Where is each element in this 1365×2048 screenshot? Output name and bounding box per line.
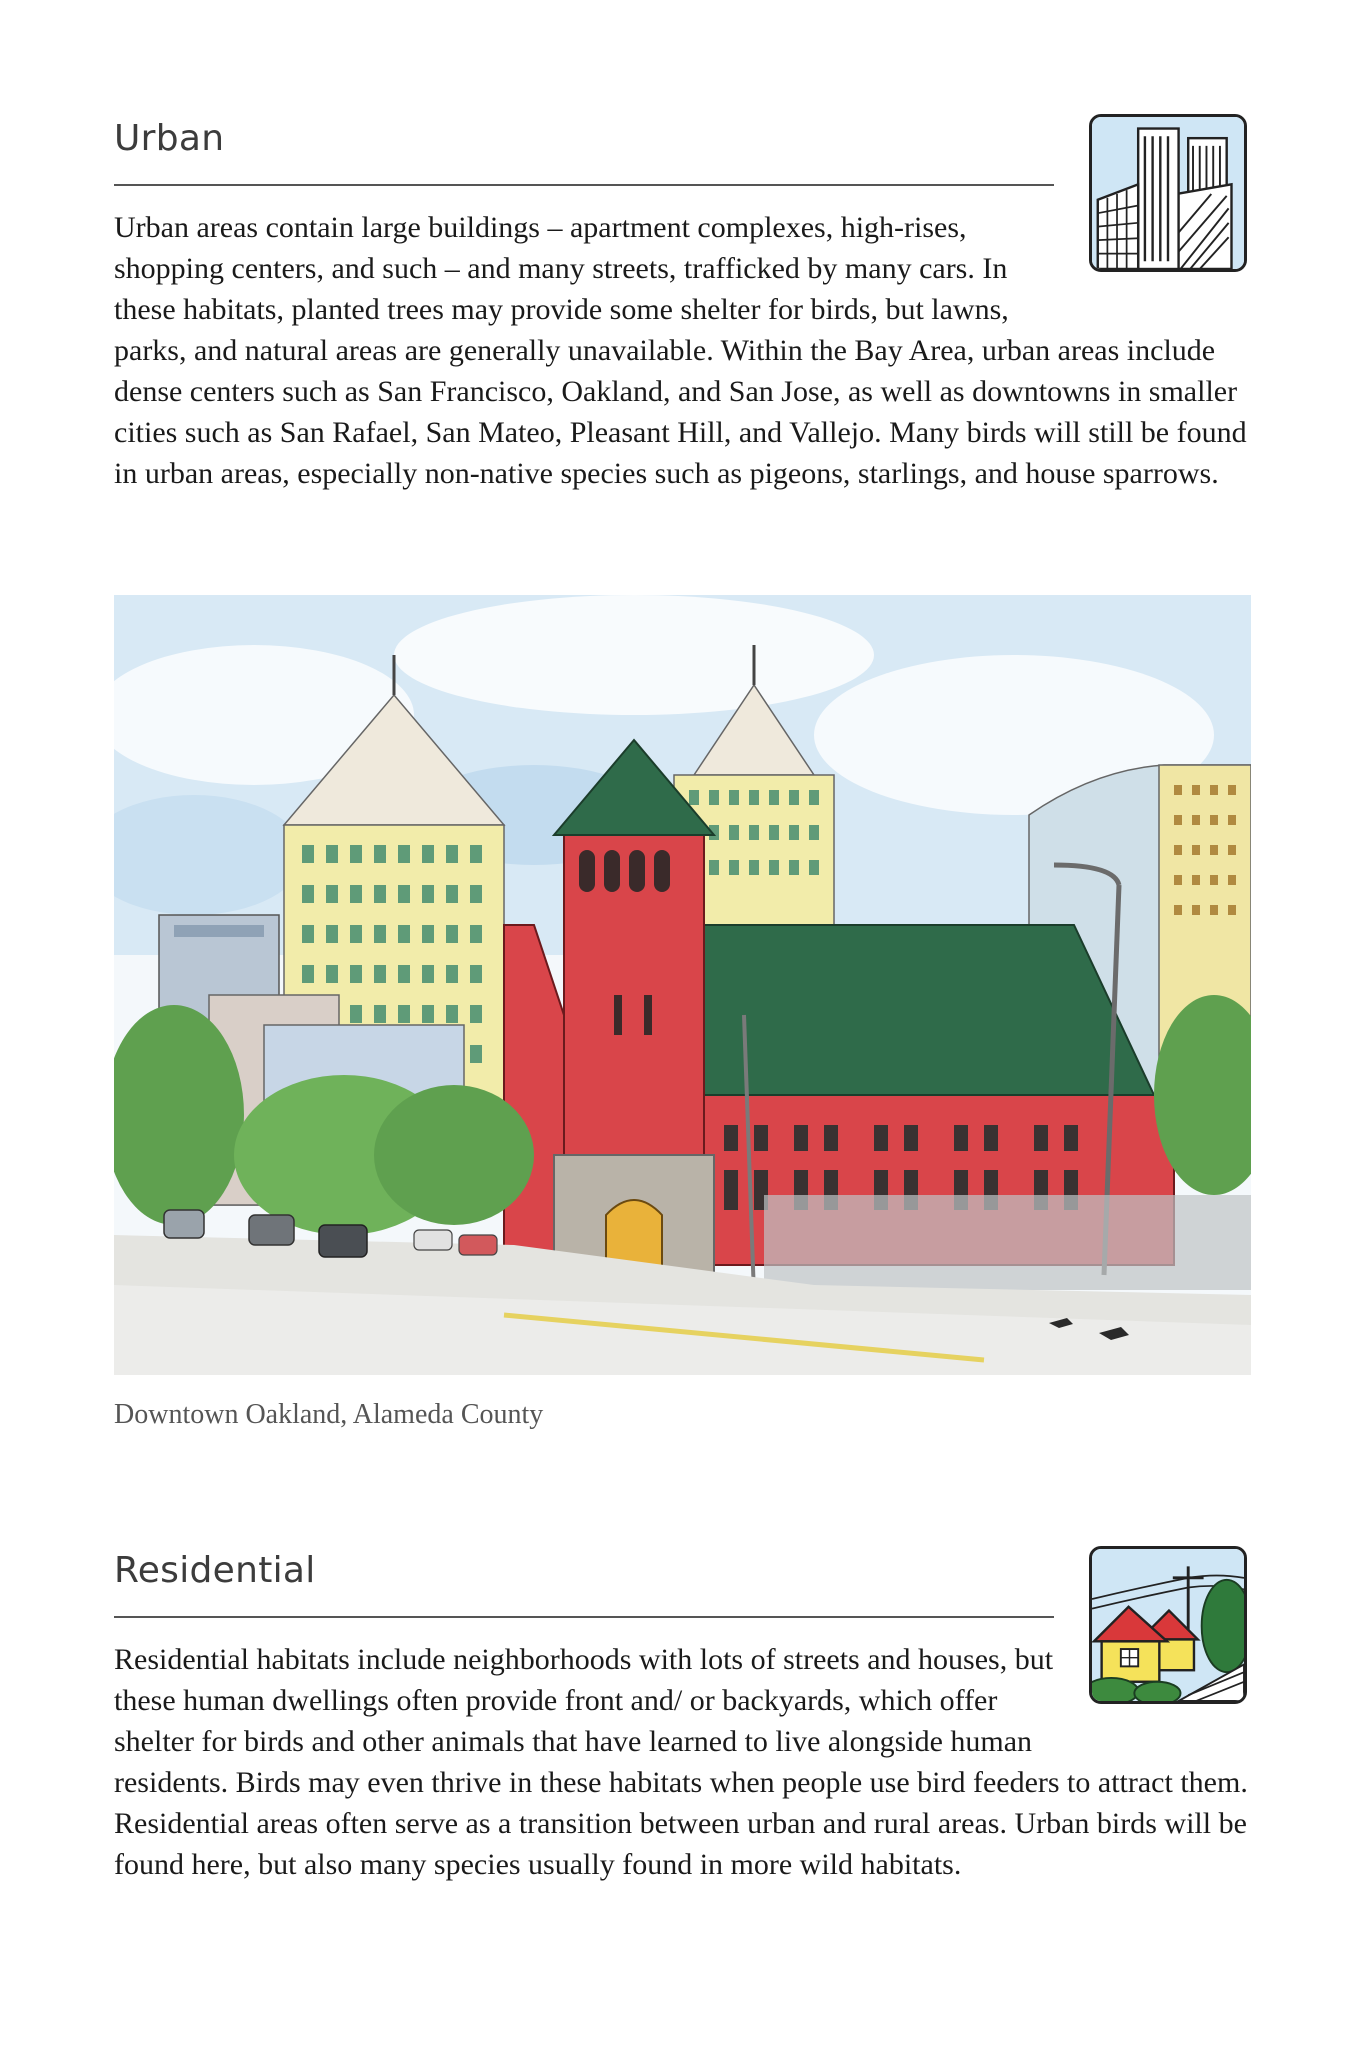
residential-heading: Residential: [114, 1550, 316, 1591]
figure-caption: Downtown Oakland, Alameda County: [114, 1399, 544, 1430]
urban-heading: Urban: [114, 118, 225, 159]
icon-wrap-spacer: [1054, 1639, 1254, 1735]
downtown-oakland-illustration: [114, 595, 1251, 1375]
residential-paragraph-text: Residential habitats include neighborhoods with lots of streets and houses, but these human dwellings often provide front and/ or backyards, which offer shelter for birds and other animals that have learned to live alongside human residents. Birds may even thrive in these habitats when people use bird feeders to attract them. Residential areas often serve as a transition between urban and rural areas. Urban birds will be found here, but also many species usually found in more wild habitats.: [114, 1643, 1248, 1881]
urban-heading-rule: [114, 184, 1054, 186]
residential-heading-rule: [114, 1616, 1054, 1618]
urban-paragraph-text: Urban areas contain large buildings – apartment complexes, high-rises, shopping centers, and such – and many streets, trafficked by many cars. In these habitats, planted trees may provide some shelter for birds, but lawns, parks, and natural areas are generally unavailable. Within the Bay Area, urban areas include dense centers such as San Francisco, Oakland, and San Jose, as well as downtowns in smaller cities such as San Rafael, San Mateo, Pleasant Hill, and Vallejo. Many birds will still be found in urban areas, especially non-native species such as pigeons, starlings, and house sparrows.: [114, 211, 1247, 490]
urban-paragraph: [114, 207, 1254, 494]
residential-paragraph: [114, 1639, 1254, 1885]
icon-wrap-spacer: [1054, 207, 1254, 303]
